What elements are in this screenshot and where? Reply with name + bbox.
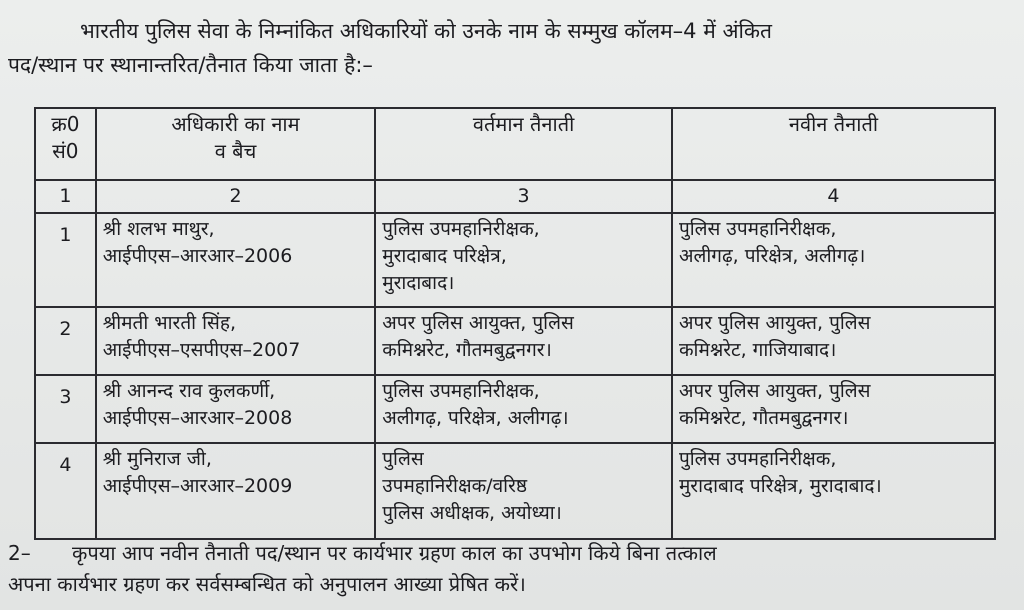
new-posting-line: पुलिस उपमहानिरीक्षक, [678, 218, 837, 240]
header-serial-line-1: क्र0 [51, 112, 80, 136]
current-posting-line: पुलिस [382, 448, 424, 470]
new-posting-cell [672, 375, 995, 443]
current-posting-cell [375, 307, 672, 375]
cut-off-header-line [40, 0, 48, 11]
current-posting-line: उपमहानिरीक्षक/वरिष्ठ [382, 475, 528, 497]
current-posting-cell [375, 443, 672, 539]
column-number: 4 [672, 180, 995, 213]
current-posting-cell [375, 375, 672, 443]
row-serial-number: 3 [35, 375, 96, 443]
instruction-text-1: कृपया आप नवीन तैनाती पद/स्थान पर कार्यभार ग्रहण काल का उपभोग किये बिना तत्काल [72, 541, 717, 565]
new-posting-line: पुलिस उपमहानिरीक्षक, [678, 448, 837, 470]
current-posting-line: अलीगढ़, परिक्षेत्र, अलीगढ़। [382, 407, 569, 429]
table-row [35, 213, 995, 307]
header-new-posting [672, 108, 995, 180]
current-posting-line: अपर पुलिस आयुक्त, पुलिस [382, 312, 574, 334]
current-posting-line: पुलिस उपमहानिरीक्षक, [382, 218, 540, 240]
new-posting-line: अलीगढ़, परिक्षेत्र, अलीगढ़। [678, 245, 866, 267]
intro-line-1: भारतीय पुलिस सेवा के निम्नांकित अधिकारियों को उनके नाम के सम्मुख कॉलम–4 में अंकित [80, 19, 773, 43]
new-posting-cell [672, 307, 995, 375]
column-number: 3 [375, 180, 672, 213]
officer-batch: आईपीएस–आरआर–2009 [102, 475, 293, 497]
new-posting-cell [672, 213, 995, 307]
header-serial-line-2: सं0 [52, 139, 79, 163]
header-name-line-1: अधिकारी का नाम [171, 112, 300, 136]
officer-batch: आईपीएस–आरआर–2008 [102, 407, 293, 429]
officer-batch: आईपीएस–एसपीएस–2007 [102, 339, 301, 361]
current-posting-line: मुरादाबाद परिक्षेत्र, [382, 245, 507, 267]
current-posting-line: कमिश्नरेट, गौतमबुद्वनगर। [382, 339, 552, 361]
table-row [35, 375, 995, 443]
new-posting-line: कमिश्नरेट, गौतमबुद्वनगर। [678, 407, 849, 429]
current-posting-cell [375, 213, 672, 307]
officer-name: श्री मुनिराज जी, [102, 448, 212, 470]
new-posting-line: अपर पुलिस आयुक्त, पुलिस [678, 312, 871, 334]
table-row [35, 443, 995, 539]
header-name-line-2: व बैच [214, 139, 257, 163]
intro-paragraph [8, 14, 1008, 82]
current-posting-line: मुरादाबाद। [382, 272, 455, 294]
new-posting-line: मुरादाबाद परिक्षेत्र, मुरादाबाद। [678, 475, 882, 497]
officer-name-cell [96, 307, 375, 375]
officer-name-cell [96, 375, 375, 443]
new-posting-cell [672, 443, 995, 539]
officer-name: श्री आनन्द राव कुलकर्णी, [102, 380, 276, 402]
row-serial-number: 1 [35, 213, 96, 307]
instruction-line-2: अपना कार्यभार ग्रहण कर सर्वसम्बन्धित को अनुपालन आख्या प्रेषित करें। [8, 572, 526, 596]
header-officer-name [96, 108, 375, 180]
officer-batch: आईपीएस–आरआर–2006 [102, 245, 293, 267]
header-new-label: नवीन तैनाती [788, 112, 879, 136]
column-number: 1 [35, 180, 96, 213]
instruction-line-1 [8, 538, 1018, 569]
column-number: 2 [96, 180, 375, 213]
instruction-paragraph [8, 538, 1018, 600]
header-current-label: वर्तमान तैनाती [472, 112, 575, 136]
paragraph-number: 2– [8, 541, 31, 565]
header-serial-number [35, 108, 96, 180]
header-current-posting [375, 108, 672, 180]
intro-line-2: पद/स्थान पर स्थानान्तरित/तैनात किया जाता है:– [8, 53, 373, 77]
officer-name-cell [96, 213, 375, 307]
row-serial-number: 2 [35, 307, 96, 375]
transfer-table [34, 107, 996, 540]
table-row [35, 307, 995, 375]
column-number-row [35, 180, 995, 213]
current-posting-line: पुलिस अधीक्षक, अयोध्या। [382, 502, 562, 524]
officer-name-cell [96, 443, 375, 539]
row-serial-number: 4 [35, 443, 96, 539]
new-posting-line: कमिश्नरेट, गाजियाबाद। [678, 339, 837, 361]
officer-name: श्री शलभ माथुर, [102, 218, 215, 240]
current-posting-line: पुलिस उपमहानिरीक्षक, [382, 380, 540, 402]
officer-name: श्रीमती भारती सिंह, [102, 312, 237, 334]
table-header-row [35, 108, 995, 180]
new-posting-line: अपर पुलिस आयुक्त, पुलिस [678, 380, 871, 402]
